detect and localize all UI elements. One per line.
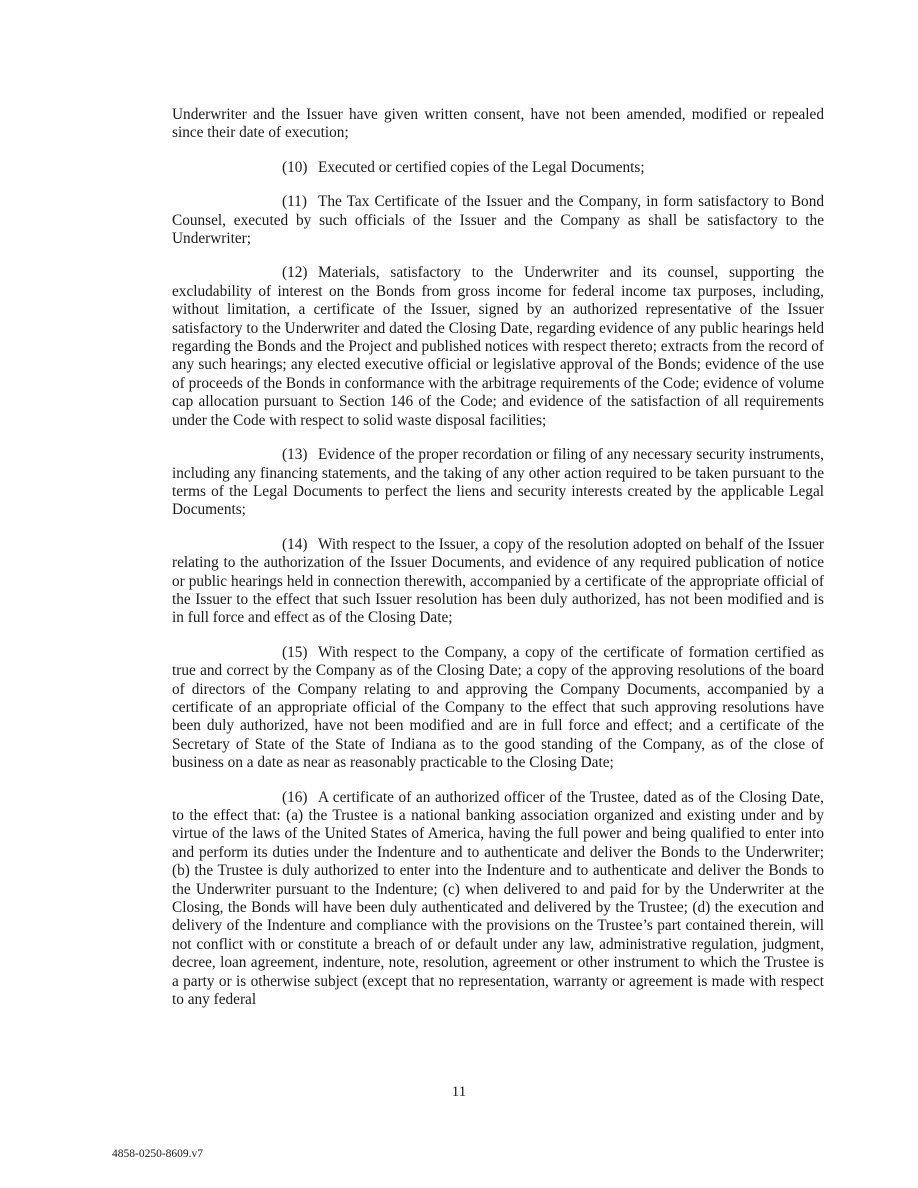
item-number: (11) [282,193,307,211]
list-item-13 [172,446,824,520]
item-number: (10) [282,158,308,176]
page-number: 11 [451,1084,467,1100]
item-number: (14) [282,535,308,553]
list-item-15 [172,644,824,773]
document-id: 4858-0250-8609.v7 [112,1148,204,1160]
item-text: A certificate of an authorized officer of the Trustee, dated as of the Closing Date, to the effect that: (a) the Trustee is a national banking association organized and existing under and by virtue of the laws of the United States of America, having the full power and being qualified to enter into and perform its duties under the Indenture and to authenticate and deliver the Bonds to the Underwriter; (b) the Trustee is duly authorized to enter into the Indenture and to authenticate and deliver the Bonds to the Underwriter pursuant to the Indenture; (c) when delivered to and paid for by the Underwriter at the Closing, the Bonds will have been duly authenticated and delivered by the Trustee; (d) the execution and delivery of the Indenture and compliance with the provisions on the Trustee’s part contained therein, will not conflict with or constitute a breach of or default under any law, administrative regulation, judgment, decree, loan agreement, indenture, note, resolution, agreement or other instrument to which the Trustee is a party or is otherwise subject (except that no representation, warranty or agreement is made with respect to any federal [172,788,824,1009]
item-text: Evidence of the proper recordation or filing of any necessary security instruments, including any financing statements, and the taking of any other action required to be taken pursuant to the terms of the Legal Documents to perfect the liens and security interests created by the applicable Legal Documents; [172,446,824,519]
item-text: With respect to the Issuer, a copy of the resolution adopted on behalf of the Issuer relating to the authorization of the Issuer Documents, and evidence of any required publication of notice or public hearings held in connection therewith, accompanied by a certificate of the appropriate official of the Issuer to the effect that such Issuer resolution has been duly authorized, has not been modified and is in full force and effect as of the Closing Date; [172,535,824,627]
list-item-11 [172,193,824,248]
item-number: (13) [282,446,308,464]
item-number: (16) [282,788,308,806]
continuation-paragraph: Underwriter and the Issuer have given written consent, have not been amended, modified or repealed since their date of execution; [172,106,824,142]
item-number: (12) [282,264,308,282]
item-text: Materials, satisfactory to the Underwriter and its counsel, supporting the excludability of interest on the Bonds from gross income for federal income tax purposes, including, without limitation, a certificate of the Issuer, signed by an authorized representative of the Issuer satisfactory to the Underwriter and dated the Closing Date, regarding evidence of any public hearings held regarding the Bonds and the Project and published notices with respect thereto; extracts from the record of any such hearings; any elected executive official or legislative approval of the Bonds; evidence of the use of proceeds of the Bonds in conformance with the arbitrage requirements of the Code; evidence of volume cap allocation pursuant to Section 146 of the Code; and evidence of the satisfaction of all requirements under the Code with respect to solid waste disposal facilities; [172,264,824,429]
list-item-16 [172,789,824,1010]
body-text [172,106,824,1025]
item-text: The Tax Certificate of the Issuer and the Company, in form satisfactory to Bond Counsel, executed by such officials of the Issuer and the Company as shall be satisfactory to the Underwriter; [172,193,824,248]
item-text: Executed or certified copies of the Legal Documents; [318,158,645,176]
list-item-14 [172,536,824,628]
list-item-10 [172,159,824,177]
item-text: With respect to the Company, a copy of the certificate of formation certified as true and correct by the Company as of the Closing Date; a copy of the approving resolutions of the board of directors of the Company relating to and approving the Company Documents, accompanied by a certificate of an appropriate official of the Company to the effect that such approving resolutions have been duly authorized, have not been modified and are in full force and effect; and a certificate of the Secretary of State of the State of Indiana as to the good standing of the Company, as of the close of business on a date as near as reasonably practicable to the Closing Date; [172,643,824,772]
list-item-12 [172,264,824,430]
item-number: (15) [282,643,308,661]
